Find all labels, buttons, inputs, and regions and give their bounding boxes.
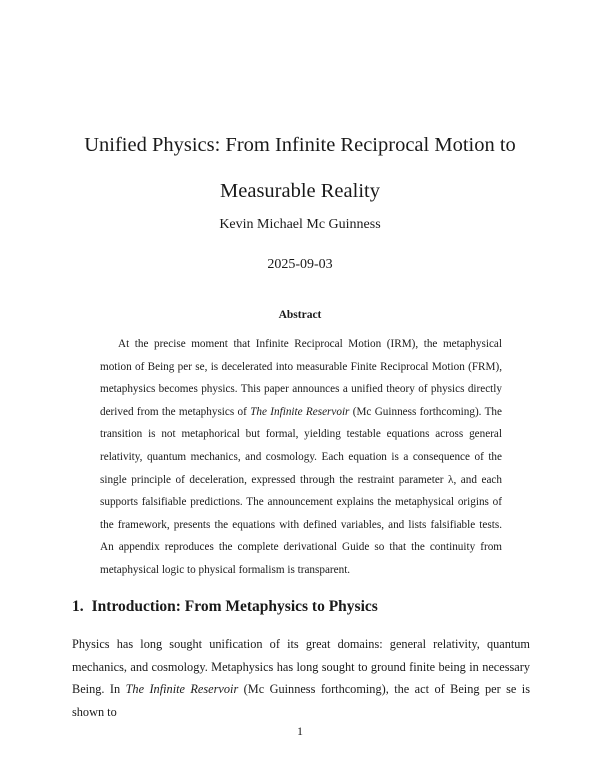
section-title: Introduction: From Metaphysics to Physics bbox=[91, 598, 378, 615]
abstract-book-title: The Infinite Reservoir bbox=[250, 405, 350, 418]
introduction-paragraph bbox=[72, 633, 530, 723]
intro-book-title: The Infinite Reservoir bbox=[125, 682, 239, 696]
abstract-text-part1: At the precise moment that Infinite Reciprocal Motion (IRM), the metaphysical motion of Being per se, is decelerated into measurable Finite Reciprocal Motion (FRM), metaphysics becomes physics. This paper announces a unified theory of physics directly derived from the metaphysics of bbox=[100, 338, 502, 418]
intro-text-part2: (Mc Guinness forthcoming), the act of Being per se is shown to bbox=[72, 682, 530, 719]
section-number: 1. bbox=[72, 598, 84, 615]
publication-date: 2025-09-03 bbox=[267, 257, 333, 272]
author-name: Kevin Michael Mc Guinness bbox=[219, 217, 381, 232]
section-heading-introduction bbox=[72, 598, 378, 616]
abstract-heading: Abstract bbox=[278, 309, 322, 321]
page-number: 1 bbox=[297, 724, 303, 738]
abstract-paragraph bbox=[100, 333, 502, 582]
intro-text-part1: Physics has long sought unification of its great domains: general relativity, quantum mechanics, and cosmology. Metaphysics has long sought to ground finite being in necessary Being. In bbox=[72, 637, 530, 696]
abstract-text-part2: (Mc Guinness forthcoming). The transition is not metaphorical but formal, yielding testable equations across general relativity, quantum mechanics, and cosmology. Each equation is a consequence of the single principle of deceleration, expressed through the restraint parameter λ, and each supports falsifiable predictions. The announcement explains the metaphysical origins of the framework, presents the equations with defined variables, and lists falsifiable tests. An appendix reproduces the complete derivational Guide so that the continuity from metaphysical logic to physical formalism is transparent. bbox=[100, 405, 502, 576]
paper-title: Unified Physics: From Infinite Reciprocal Motion to Measurable Reality bbox=[84, 134, 516, 202]
